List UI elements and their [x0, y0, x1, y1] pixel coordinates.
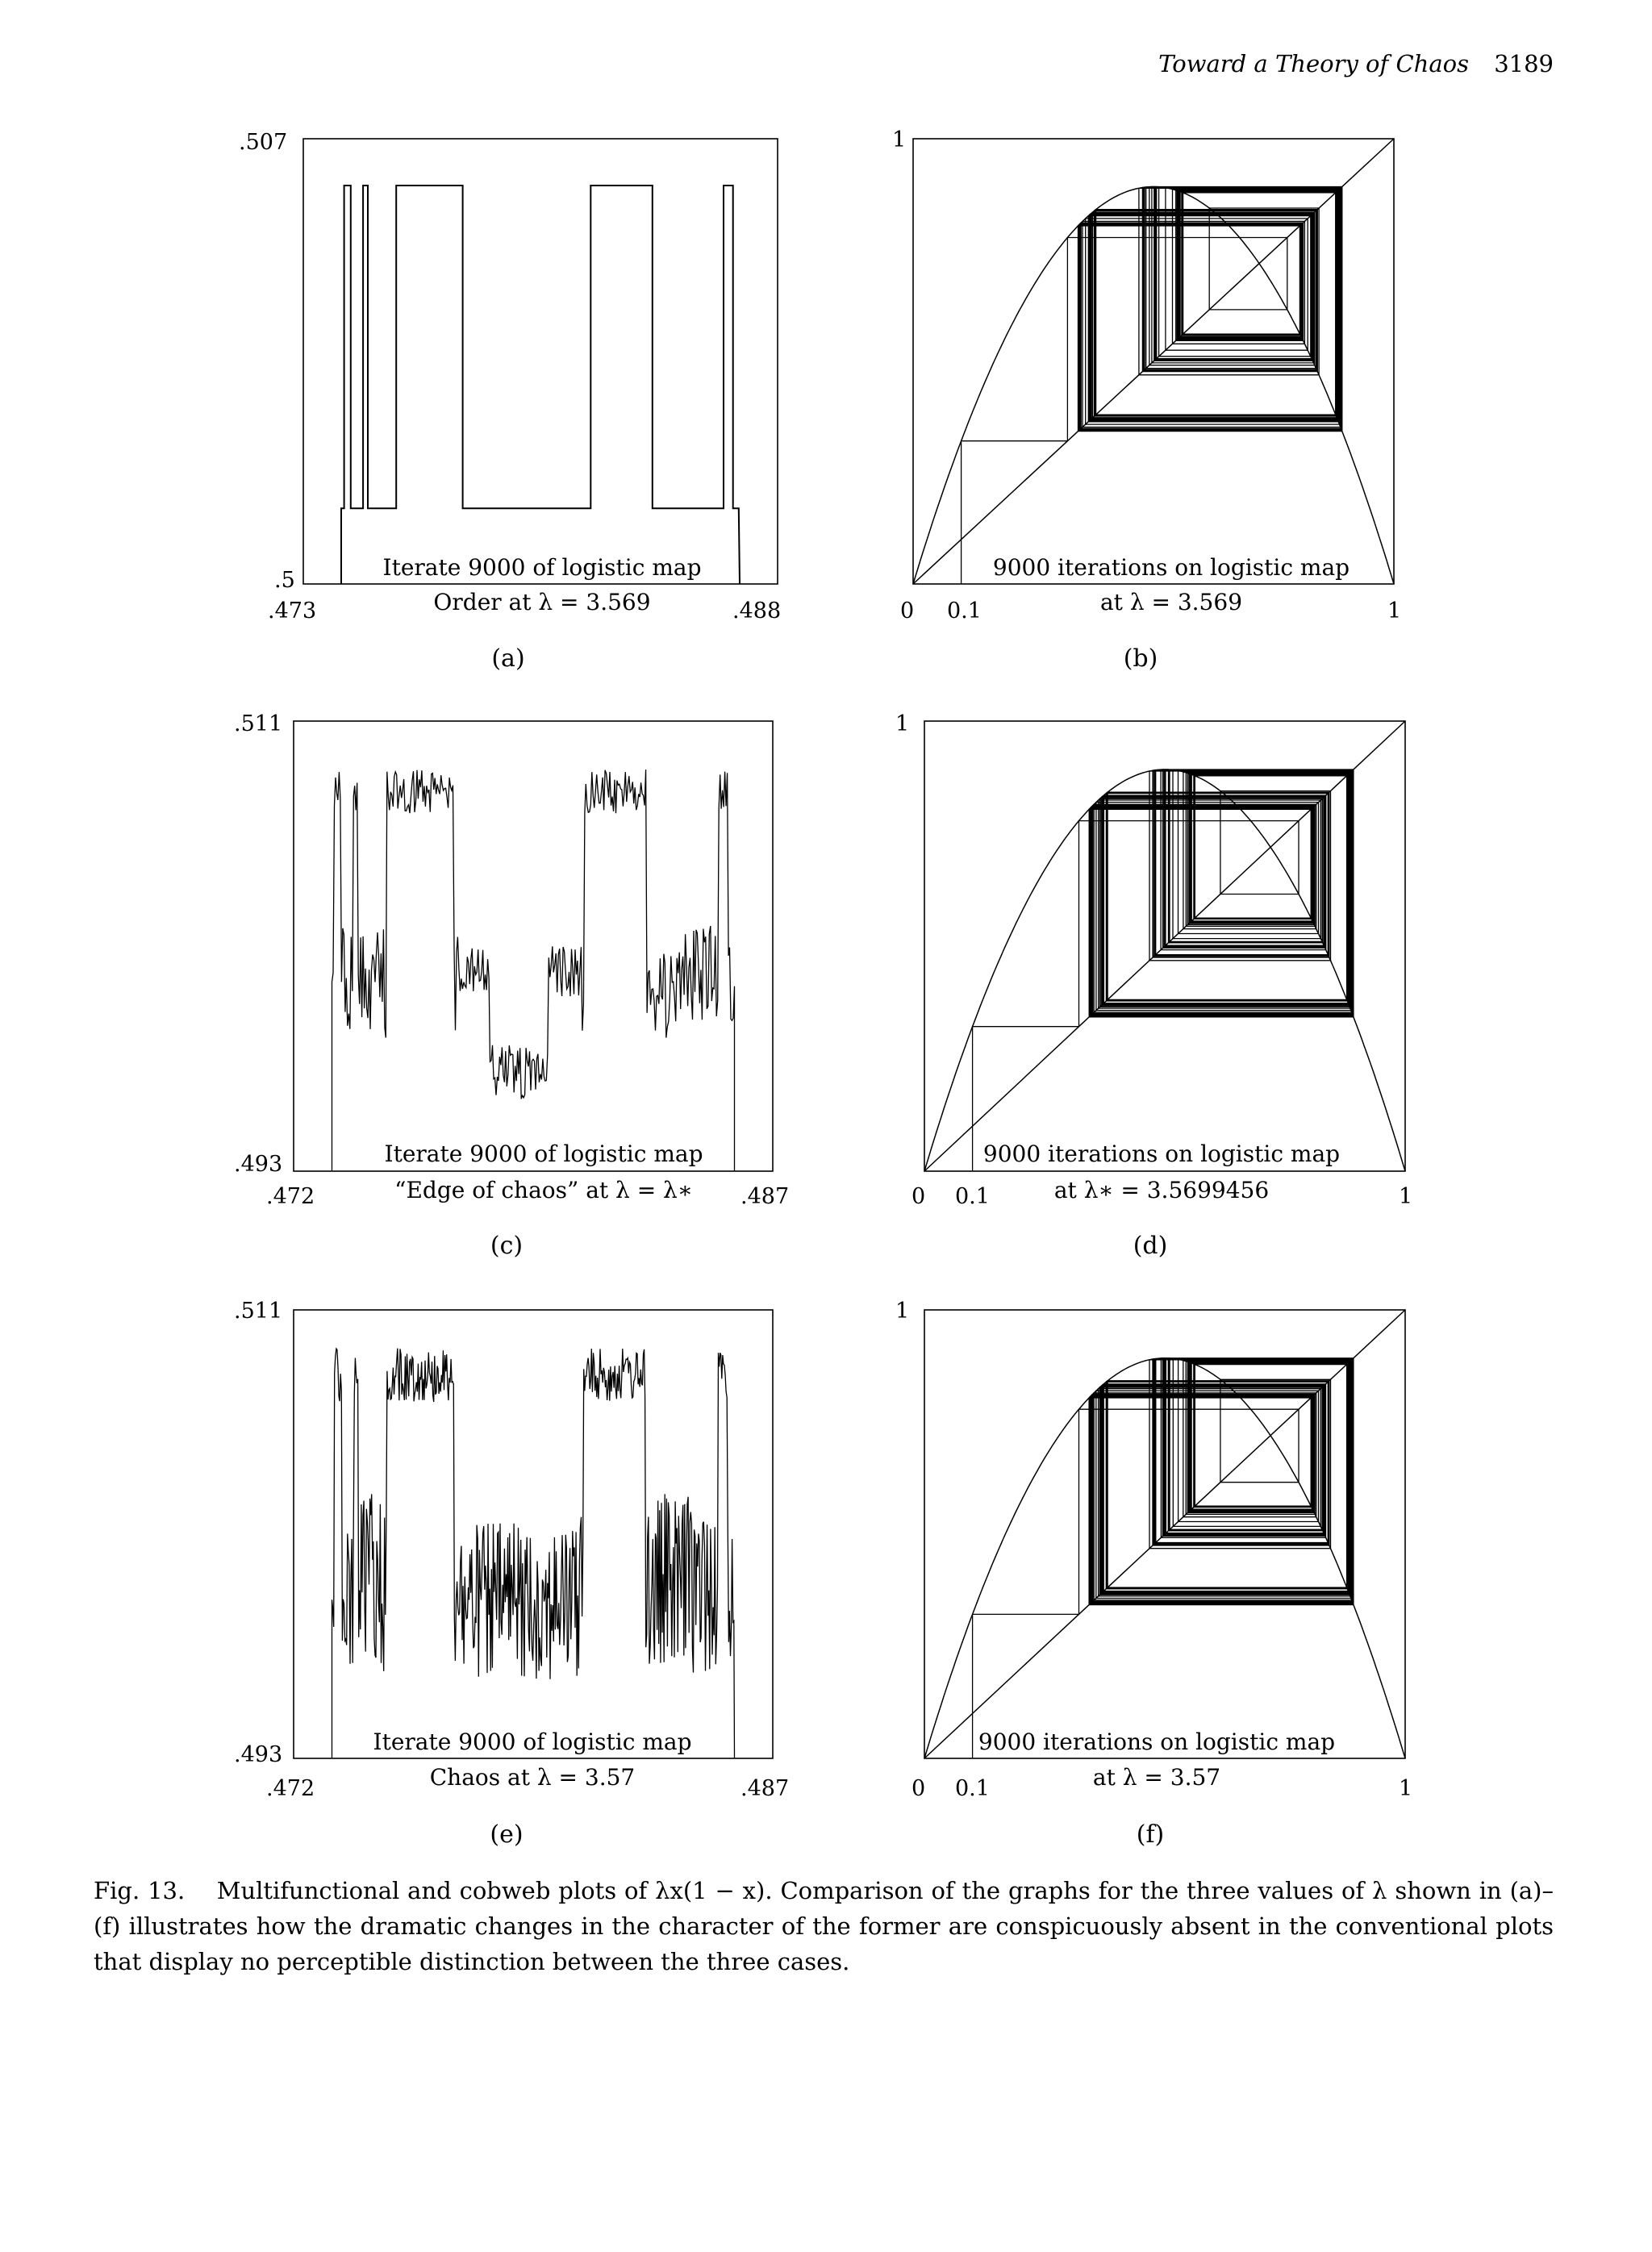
iterate-curve [341, 186, 740, 584]
x-zero-label: 0 [912, 1184, 926, 1209]
y-bottom-label: .5 [274, 568, 295, 593]
x-right-label: .487 [740, 1184, 790, 1209]
x-zero-label: 0 [900, 598, 915, 623]
y-top-label: 1 [892, 127, 907, 152]
subfigure-label: (f) [1136, 1820, 1165, 1849]
x-right-label: 1 [1399, 1184, 1413, 1209]
x-left-label: .472 [266, 1776, 315, 1801]
plot-caption-line2: at λ = 3.57 [1092, 1764, 1221, 1791]
plot-frame [294, 1310, 773, 1758]
iterate-curve [332, 769, 735, 1171]
y-bottom-label: .493 [234, 1152, 283, 1177]
iterate-curve [332, 1349, 735, 1758]
x-tick-label: 0.1 [955, 1184, 990, 1209]
running-title: Toward a Theory of Chaos [1158, 50, 1469, 77]
plot-caption-line1: 9000 iterations on logistic map [992, 554, 1350, 581]
plot-caption-line1: Iterate 9000 of logistic map [373, 1729, 692, 1755]
x-left-label: .472 [266, 1184, 315, 1209]
subfigure-label: (d) [1133, 1232, 1168, 1260]
y-top-label: 1 [895, 1299, 910, 1324]
x-left-label: .473 [268, 598, 317, 623]
x-right-label: .487 [740, 1776, 790, 1801]
y-bottom-label: .493 [234, 1742, 283, 1767]
figure-caption-label: Fig. 13. [94, 1877, 186, 1904]
subfigure-label: (c) [490, 1232, 524, 1260]
plot-caption-line2: “Edge of chaos” at λ = λ∗ [394, 1177, 693, 1203]
plot-caption-line1: Iterate 9000 of logistic map [384, 1141, 703, 1167]
x-zero-label: 0 [912, 1776, 926, 1801]
plot-caption-line1: 9000 iterations on logistic map [982, 1141, 1341, 1167]
diagonal-line [913, 139, 1394, 584]
plot-frame [294, 721, 773, 1171]
parabola-curve [913, 187, 1394, 585]
cobweb-path [973, 1358, 1354, 1758]
y-top-label: .511 [234, 711, 283, 736]
cobweb-path [973, 769, 1354, 1171]
y-top-label: .507 [239, 130, 288, 155]
subfigure-label: (a) [491, 644, 525, 673]
subfigure-label: (b) [1123, 644, 1158, 673]
page-number: 3189 [1494, 50, 1554, 77]
cobweb-path [962, 187, 1342, 585]
plot-caption-line1: 9000 iterations on logistic map [978, 1729, 1336, 1755]
x-right-label: 1 [1399, 1776, 1413, 1801]
plot-caption-line1: Iterate 9000 of logistic map [382, 554, 702, 581]
x-tick-label: 0.1 [955, 1776, 990, 1801]
y-top-label: 1 [895, 711, 910, 736]
figure-caption [94, 1873, 1554, 1979]
plot-caption-line2: at λ = 3.569 [1099, 589, 1243, 615]
plot-caption-line2: at λ∗ = 3.5699456 [1053, 1177, 1270, 1203]
plot-caption-line2: Chaos at λ = 3.57 [429, 1764, 636, 1791]
figure-caption-text: Multifunctional and cobweb plots of λx(1 − x). Comparison of the graphs for the three values of λ shown in (a)–(f) illustrates how the dramatic changes in the character of the former are conspicuously absent in the conventional plots that display no perceptible distinction between the three cases. [94, 1877, 1554, 1975]
plot-caption-line2: Order at λ = 3.569 [433, 589, 651, 615]
plot-frame [303, 139, 778, 584]
x-right-label: 1 [1387, 598, 1402, 623]
y-top-label: .511 [234, 1299, 283, 1324]
subfigure-label: (e) [490, 1820, 524, 1849]
x-tick-label: 0.1 [947, 598, 982, 623]
x-right-label: .488 [732, 598, 782, 623]
